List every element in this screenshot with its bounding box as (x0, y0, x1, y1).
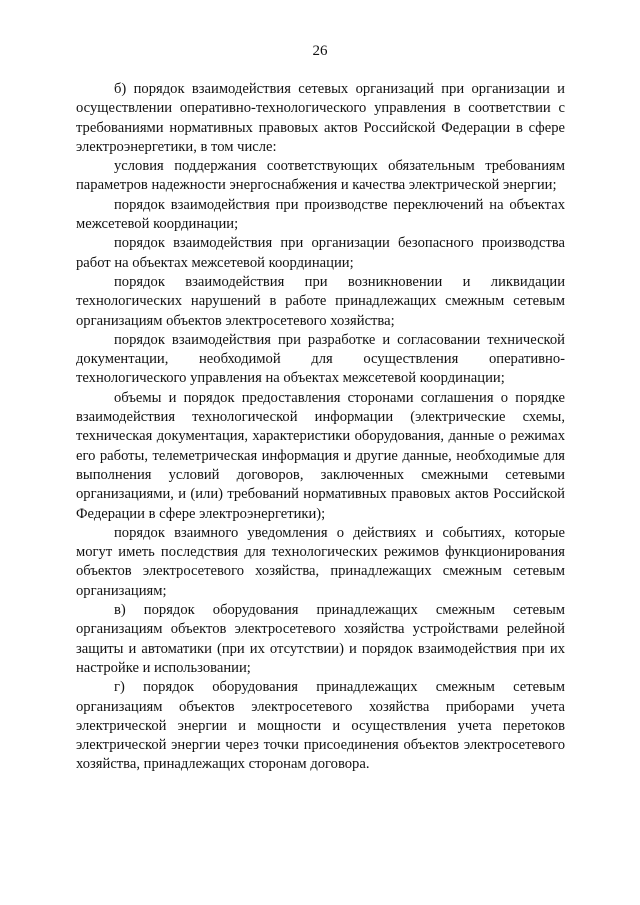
paragraph-information-exchange: объемы и порядок предоставления сторонами соглашения о порядке взаимодействия технологической информации (электрические схемы, техническая документация, характеристики оборудования, данные о режимах его работы, телеметрическая информация и другие данные, необходимые для выполнения условий договоров, заключенных смежными сетевыми организациями, и (или) требований нормативных правовых актов Российской Федерации в сфере электроэнергетики); (76, 389, 565, 522)
paragraph-switching-procedure: порядок взаимодействия при производстве переключений на объектах межсетевой координации; (76, 196, 565, 233)
paragraph-safe-works-procedure: порядок взаимодействия при организации безопасного производства работ на объектах межсетевой координации; (76, 235, 565, 271)
paragraph-technological-faults: порядок взаимодействия при возникновении и ликвидации технологических нарушений в работе принадлежащих смежным сетевым организациям объектов электросетевого хозяйства; (76, 273, 565, 329)
paragraph-mutual-notification: порядок взаимного уведомления о действиях и событиях, которые могут иметь последствия для технологических режимов функционирования объектов электросетевого хозяйства, принадлежащих смежным сетевым организациям; (76, 524, 565, 599)
paragraph-technical-documentation: порядок взаимодействия при разработке и согласовании технической документации, необходимой для осуществления оперативно-технологического управления на объектах межсетевой координации; (76, 331, 565, 387)
paragraph-reliability-conditions: условия поддержания соответствующих обязательным требованиям параметров надежности энергоснабжения и качества электрической энергии; (76, 158, 565, 194)
page-number: 26 (312, 43, 328, 59)
paragraph-b: б) порядок взаимодействия сетевых организаций при организации и осуществлении оперативно-технологического управления в соответствии с требованиями нормативных правовых актов Российской Федерации в сфере электроэнергетики, в том числе: (76, 81, 565, 155)
paragraph-v-relay-protection: в) порядок оборудования принадлежащих смежным сетевым организациям объектов электросетевого хозяйства устройствами релейной защиты и автоматики (при их отсутствии) и порядок взаимодействия при их настройке и использовании; (76, 602, 565, 676)
document-body (76, 80, 565, 775)
paragraph-g-metering: г) порядок оборудования принадлежащих смежным сетевым организациям объектов электросетевого хозяйства приборами учета электрической энергии и мощности и осуществления учета перетоков электрической энергии через точки присоединения объектов электросетевого хозяйства, принадлежащих сторонам договора. (76, 679, 565, 773)
